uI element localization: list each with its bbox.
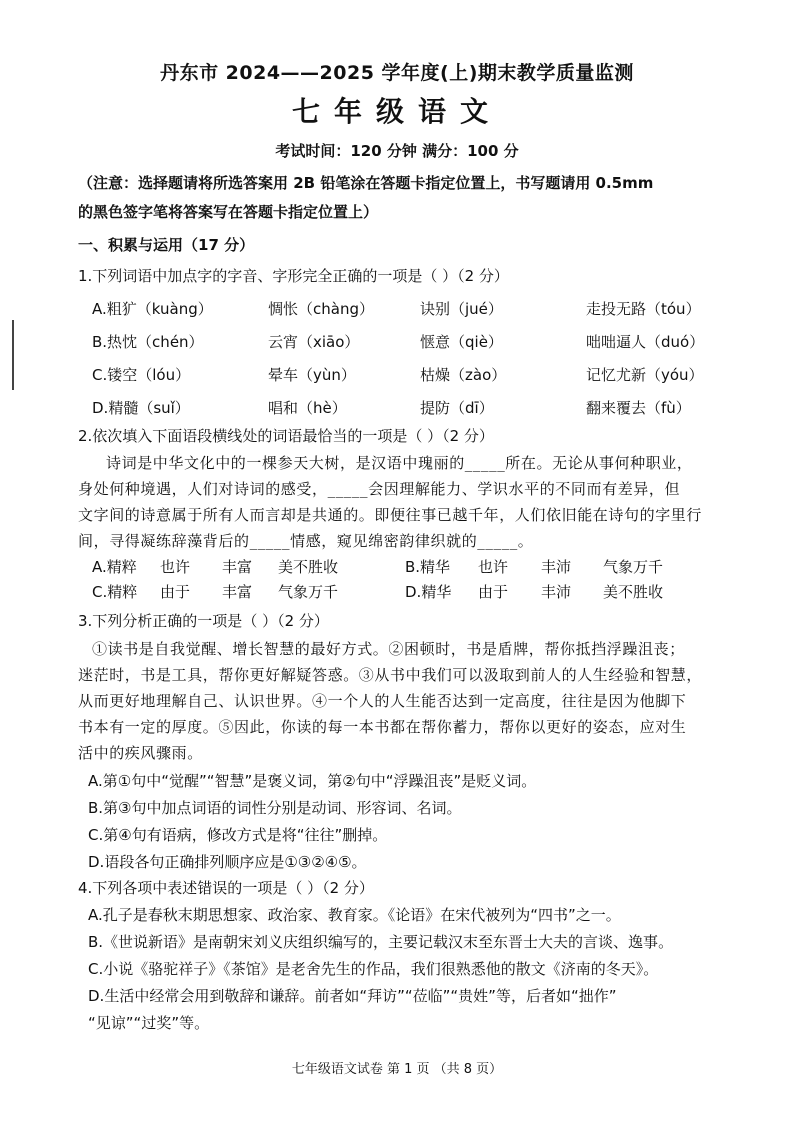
q4-stem: 4.下列各项中表述错误的一项是（ ）（2 分） xyxy=(78,879,374,897)
q1-option-cell: 惬意（qiè） xyxy=(420,333,503,351)
q2-option-word: 丰沛 xyxy=(541,558,572,576)
q1-option-cell: 走投无路（tóu） xyxy=(586,300,701,318)
q3-passage-line: ①读书是自我觉醒、增长智慧的最好方式。②困顿时，书是盾牌，帮你抵挡浮躁沮丧； xyxy=(92,640,685,658)
q2-passage-line: 文字间的诗意属于所有人而言却是共通的。即便往事已越千年，人们依旧能在诗句的字里行 xyxy=(78,506,703,524)
q3-option: D.语段各句正确排列顺序应是①③②④⑤。 xyxy=(88,853,367,871)
q3-passage-line: 活中的疾风骤雨。 xyxy=(78,744,203,762)
note-line-2: 的黑色签字笔将答案写在答题卡指定位置上） xyxy=(78,203,379,221)
q2-passage-line: 诗词是中华文化中的一棵参天大树，是汉语中瑰丽的_____所在。无论从事何种职业， xyxy=(106,454,693,472)
q3-option: B.第③句中加点词语的词性分别是动词、形容词、名词。 xyxy=(88,799,462,817)
q2-option-word: 气象万千 xyxy=(603,558,664,576)
q2-option-word: C.精粹 xyxy=(92,583,138,601)
q1-option-cell: 枯燥（zào） xyxy=(420,366,507,384)
q1-option-cell: 咄咄逼人（duó） xyxy=(586,333,705,351)
section-1-title: 一、积累与运用（17 分） xyxy=(78,236,255,254)
q2-option-word: 丰富 xyxy=(222,558,253,576)
q2-option-word: 由于 xyxy=(160,583,191,601)
q2-option-word: 也许 xyxy=(160,558,191,576)
q3-option: A.第①句中“觉醒”“智慧”是褒义词，第②句中“浮躁沮丧”是贬义词。 xyxy=(88,772,537,790)
q1-option-cell: C.镂空（lóu） xyxy=(92,366,191,384)
q1-option-cell: A.粗犷（kuàng） xyxy=(92,300,213,318)
q1-option-cell: 惆怅（chàng） xyxy=(268,300,374,318)
note-line-1: （注意：选择题请将所选答案用 2B 铅笔涂在答题卡指定位置上，书写题请用 0.5mm xyxy=(78,174,654,192)
q2-option-word: 美不胜收 xyxy=(278,558,339,576)
q1-option-cell: 晕车（yùn） xyxy=(268,366,356,384)
subject-title: 七年级语文 xyxy=(291,95,502,128)
q3-option: C.第④句有语病，修改方式是将“往往”删掉。 xyxy=(88,826,388,844)
q1-option-cell: D.精髓（suǐ） xyxy=(92,399,190,417)
q2-option-word: 气象万千 xyxy=(278,583,339,601)
q1-option-cell: 提防（dī） xyxy=(420,399,494,417)
q3-stem: 3.下列分析正确的一项是（ ）（2 分） xyxy=(78,612,329,630)
q4-option: D.生活中经常会用到敬辞和谦辞。前者如“拜访”“莅临”“贵姓”等，后者如“拙作” xyxy=(88,987,617,1005)
q1-stem: 1.下列词语中加点字的字音、字形完全正确的一项是（ ）（2 分） xyxy=(78,267,509,285)
q1-option-cell: 诀别（jué） xyxy=(420,300,503,318)
q1-option-cell: B.热忱（chén） xyxy=(92,333,204,351)
q2-passage-line: 间，寻得凝练辞藻背后的_____情感，窥见绵密韵律织就的_____。 xyxy=(78,532,534,550)
q3-passage-line: 从而更好地理解自己、认识世界。④一个人的人生能否达到一定高度，往往是因为他脚下 xyxy=(78,692,687,710)
q1-option-cell: 唱和（hè） xyxy=(268,399,347,417)
q2-option-word: D.精华 xyxy=(405,583,452,601)
q2-option-word: A.精粹 xyxy=(92,558,137,576)
q2-option-word: 美不胜收 xyxy=(603,583,664,601)
exam-title: 丹东市 2024——2025 学年度(上)期末教学质量监测 xyxy=(160,62,634,84)
q4-option: A.孔子是春秋末期思想家、政治家、教育家。《论语》在宋代被列为“四书”之一。 xyxy=(88,906,621,924)
q1-option-cell: 云宵（xiāo） xyxy=(268,333,360,351)
q2-option-word: 由于 xyxy=(478,583,509,601)
q3-passage-line: 迷茫时，书是工具，帮你更好解疑答惑。③从书中我们可以汲取到前人的人生经验和智慧， xyxy=(78,666,703,684)
q4-option: B.《世说新语》是南朝宋刘义庆组织编写的，主要记载汉末至东晋士大夫的言谈、逸事。 xyxy=(88,933,674,951)
page-footer: 七年级语文试卷 第 1 页 （共 8 页） xyxy=(291,1062,503,1077)
q4-option: C.小说《骆驼祥子》《茶馆》是老舍先生的作品，我们很熟悉他的散文《济南的冬天》。 xyxy=(88,960,659,978)
q3-passage-line: 书本有一定的厚度。⑤因此，你读的每一本书都在帮你蓄力，帮你以更好的姿态，应对生 xyxy=(78,718,687,736)
q2-option-word: 丰富 xyxy=(222,583,253,601)
exam-info: 考试时间：120 分钟 满分：100 分 xyxy=(275,142,519,160)
q2-option-word: 也许 xyxy=(478,558,509,576)
q1-option-cell: 翻来覆去（fù） xyxy=(586,399,691,417)
q2-option-word: B.精华 xyxy=(405,558,451,576)
q2-stem: 2.依次填入下面语段横线处的词语最恰当的一项是（ ）（2 分） xyxy=(78,427,494,445)
q2-option-word: 丰沛 xyxy=(541,583,572,601)
scan-edge-mark xyxy=(12,320,14,390)
q4-option: “见谅”“过奖”等。 xyxy=(88,1014,210,1032)
q2-passage-line: 身处何种境遇，人们对诗词的感受，_____会因理解能力、学识水平的不同而有差异，但 xyxy=(78,480,681,498)
q1-option-cell: 记忆尤新（yóu） xyxy=(586,366,704,384)
